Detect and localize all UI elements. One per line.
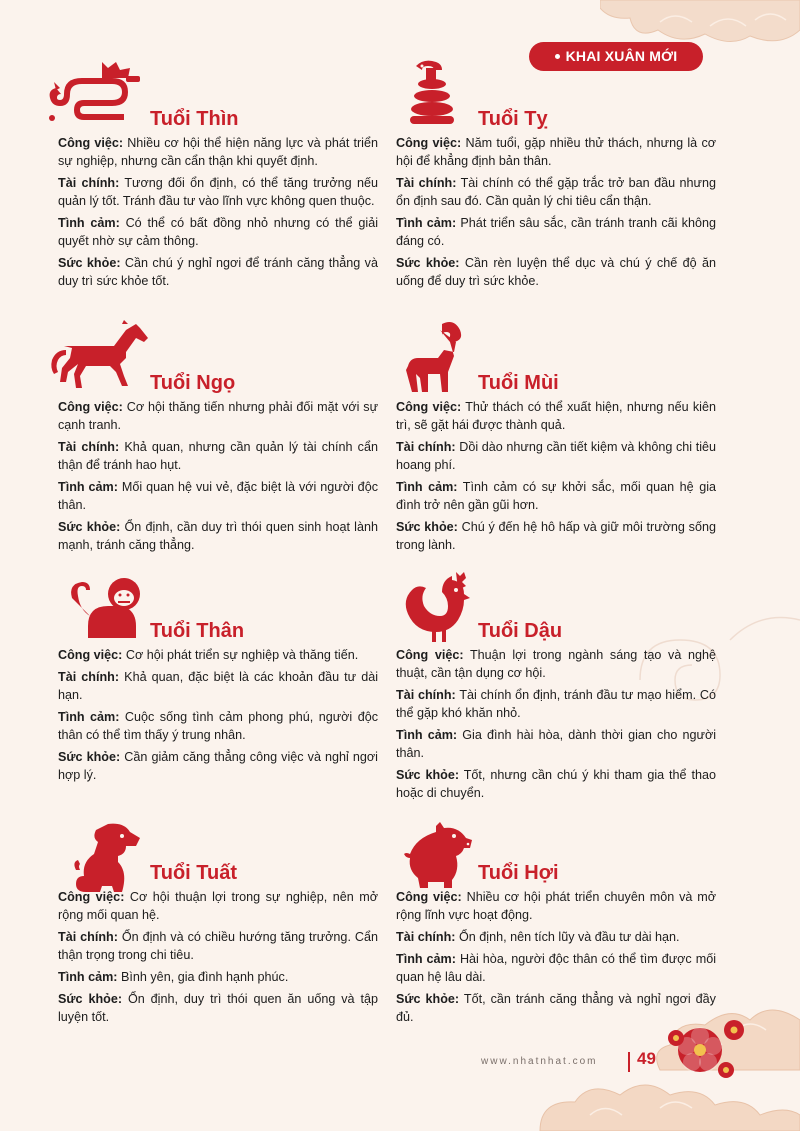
thin-cong-viec: Nhiều cơ hội thể hiện năng lực và phát triển sự nghiệp, nhưng cần cẩn thận khi quyết định. <box>58 136 378 168</box>
hoi-tai-chinh: Ổn định, nên tích lũy và đầu tư dài hạn. <box>458 930 680 944</box>
badge-dot <box>555 54 560 59</box>
horse-icon <box>48 320 152 392</box>
dragon-icon <box>42 58 144 128</box>
rooster-icon <box>402 570 474 644</box>
ty-tai-chinh: Tài chính có thể gặp trắc trở ban đầu nhưng ổn định sau đó. Cần quản lý chi tiêu cẩn thận. <box>396 176 716 208</box>
label-tai-chinh: Tài chính: <box>58 440 120 454</box>
label-tai-chinh: Tài chính: <box>58 930 118 944</box>
ty-tinh-cam: Phát triển sâu sắc, cần tránh tranh cãi không đáng có. <box>396 216 716 248</box>
label-cong-viec: Công việc: <box>58 648 123 662</box>
zodiac-title-ngo: Tuổi Ngọ <box>150 372 236 394</box>
label-tai-chinh: Tài chính: <box>58 670 120 684</box>
label-suc-khoe: Sức khỏe: <box>396 256 460 270</box>
label-cong-viec: Công việc: <box>58 136 124 150</box>
thin-suc-khoe: Cần chú ý nghỉ ngơi để tránh căng thẳng và duy trì sức khỏe tốt. <box>58 256 378 288</box>
footer-divider <box>628 1052 630 1072</box>
than-suc-khoe: Cần giảm căng thẳng công việc và nghỉ ngơi hợp lý. <box>58 750 378 782</box>
label-suc-khoe: Sức khỏe: <box>396 520 458 534</box>
ngo-cong-viec: Cơ hội thăng tiến nhưng phải đối mặt với sự cạnh tranh. <box>58 400 379 432</box>
label-tinh-cam: Tình cảm: <box>396 952 456 966</box>
zodiac-body-dau <box>396 646 716 806</box>
label-tinh-cam: Tình cảm: <box>396 480 458 494</box>
label-cong-viec: Công việc: <box>396 890 462 904</box>
thin-tai-chinh: Tương đối ổn định, có thể tăng trưởng nếu quản lý tốt. Tránh đầu tư vào lĩnh vực không quen thuộc. <box>58 176 378 208</box>
label-tinh-cam: Tình cảm: <box>396 216 457 230</box>
label-suc-khoe: Sức khỏe: <box>58 750 121 764</box>
section-badge <box>529 42 703 71</box>
label-cong-viec: Công việc: <box>396 648 464 662</box>
label-tinh-cam: Tình cảm: <box>58 710 120 724</box>
zodiac-body-tuat <box>58 888 378 1030</box>
zodiac-title-tuat: Tuổi Tuất <box>150 862 238 884</box>
label-tai-chinh: Tài chính: <box>396 688 456 702</box>
zodiac-body-ngo <box>58 398 378 558</box>
label-cong-viec: Công việc: <box>58 400 123 414</box>
line-tinh-cam <box>58 214 378 250</box>
footer-website[interactable]: www.nhatnhat.com <box>481 1056 598 1067</box>
dau-tai-chinh: Tài chính ổn định, tránh đầu tư mạo hiểm. Có thể gặp khó khăn nhỏ. <box>396 688 716 720</box>
pig-icon <box>398 822 472 888</box>
ty-cong-viec: Năm tuổi, gặp nhiều thử thách, nhưng là cơ hội để khẳng định bản thân. <box>396 136 716 168</box>
zodiac-body-thin <box>58 134 378 294</box>
dau-cong-viec: Thuận lợi trong ngành sáng tạo và nghệ thuật, cần tận dụng cơ hội. <box>396 648 716 680</box>
label-tinh-cam: Tình cảm: <box>58 970 118 984</box>
dau-tinh-cam: Gia đình hài hòa, dành thời gian cho người thân. <box>396 728 716 760</box>
thin-tinh-cam: Có thể có bất đồng nhỏ nhưng có thể giải quyết nhờ sự cảm thông. <box>58 216 379 248</box>
snake-icon <box>408 58 456 128</box>
label-tinh-cam: Tình cảm: <box>58 480 118 494</box>
tuat-tinh-cam: Bình yên, gia đình hạnh phúc. <box>120 970 289 984</box>
zodiac-body-hoi <box>396 888 716 1030</box>
zodiac-title-thin: Tuổi Thìn <box>150 108 239 130</box>
zodiac-title-ty: Tuổi Tỵ <box>478 108 548 130</box>
zodiac-body-ty <box>396 134 716 294</box>
label-suc-khoe: Sức khỏe: <box>58 992 123 1006</box>
zodiac-title-hoi: Tuổi Hợi <box>478 862 559 884</box>
dau-suc-khoe: Tốt, nhưng cần chú ý khi tham gia thể thao hoặc di chuyển. <box>396 768 716 800</box>
monkey-icon <box>68 576 148 638</box>
tuat-suc-khoe: Ổn định, duy trì thói quen ăn uống và tập luyện tốt. <box>58 992 378 1024</box>
label-suc-khoe: Sức khỏe: <box>58 256 121 270</box>
zodiac-title-mui: Tuổi Mùi <box>478 372 559 394</box>
hoi-suc-khoe: Tốt, cần tránh căng thẳng và nghỉ ngơi đầy đủ. <box>396 992 716 1024</box>
page-number: 49 <box>637 1049 656 1068</box>
than-cong-viec: Cơ hội phát triển sự nghiệp và thăng tiến. <box>125 648 359 662</box>
label-tai-chinh: Tài chính: <box>396 176 457 190</box>
label-tai-chinh: Tài chính: <box>396 930 456 944</box>
label-tinh-cam: Tình cảm: <box>396 728 458 742</box>
label-cong-viec: Công việc: <box>58 890 125 904</box>
than-tinh-cam: Cuộc sống tình cảm phong phú, người độc thân có thể tìm thấy ý trung nhân. <box>58 710 378 742</box>
tuat-tai-chinh: Ổn định và có chiều hướng tăng trưởng. Cẩn thận trọng trong chi tiêu. <box>58 930 378 962</box>
label-suc-khoe: Sức khỏe: <box>396 768 460 782</box>
mui-tinh-cam: Tình cảm có sự khởi sắc, mối quan hệ gia đình trở nên gần gũi hơn. <box>396 480 716 512</box>
label-tinh-cam: Tình cảm: <box>58 216 120 230</box>
tuat-cong-viec: Cơ hội thuận lợi trong sự nghiệp, nên mở rộng mối quan hệ. <box>58 890 378 922</box>
ngo-suc-khoe: Ổn định, cần duy trì thói quen sinh hoạt lành mạnh, tránh căng thẳng. <box>58 520 378 552</box>
dog-icon <box>72 822 150 894</box>
ngo-tai-chinh: Khả quan, nhưng cần quản lý tài chính cẩn thận để tránh hao hụt. <box>58 440 378 472</box>
mui-cong-viec: Thử thách có thể xuất hiện, nhưng nếu kiên trì, sẽ gặt hái được thành quả. <box>396 400 716 432</box>
hoi-tinh-cam: Hài hòa, người độc thân có thể tìm được mối quan hệ lâu dài. <box>396 952 716 984</box>
label-suc-khoe: Sức khỏe: <box>396 992 460 1006</box>
ngo-tinh-cam: Mối quan hệ vui vẻ, đặc biệt là với người độc thân. <box>58 480 378 512</box>
zodiac-body-than <box>58 646 378 788</box>
goat-icon <box>404 320 466 392</box>
label-suc-khoe: Sức khỏe: <box>58 520 121 534</box>
label-tai-chinh: Tài chính: <box>58 176 120 190</box>
zodiac-body-mui <box>396 398 716 558</box>
badge-label: KHAI XUÂN MỚI <box>565 48 678 64</box>
label-cong-viec: Công việc: <box>396 400 462 414</box>
line-tai-chinh <box>58 174 378 210</box>
than-tai-chinh: Khả quan, đặc biệt là các khoản đầu tư dài hạn. <box>58 670 378 702</box>
line-suc-khoe <box>58 254 378 290</box>
hoi-cong-viec: Nhiều cơ hội phát triển chuyên môn và mở rộng lĩnh vực hoạt động. <box>396 890 716 922</box>
mui-suc-khoe: Chú ý đến hệ hô hấp và giữ môi trường sống trong lành. <box>396 520 716 552</box>
zodiac-title-than: Tuổi Thân <box>150 620 245 642</box>
mui-tai-chinh: Dồi dào nhưng cần tiết kiệm và không chi tiêu hoang phí. <box>396 440 716 472</box>
label-cong-viec: Công việc: <box>396 136 462 150</box>
ty-suc-khoe: Cần rèn luyện thể dục và chú ý chế độ ăn uống để duy trì sức khỏe. <box>396 256 716 288</box>
line-cong-viec <box>58 134 378 170</box>
zodiac-title-dau: Tuổi Dậu <box>478 620 563 642</box>
label-tai-chinh: Tài chính: <box>396 440 456 454</box>
cloud-decoration-top <box>600 0 800 48</box>
